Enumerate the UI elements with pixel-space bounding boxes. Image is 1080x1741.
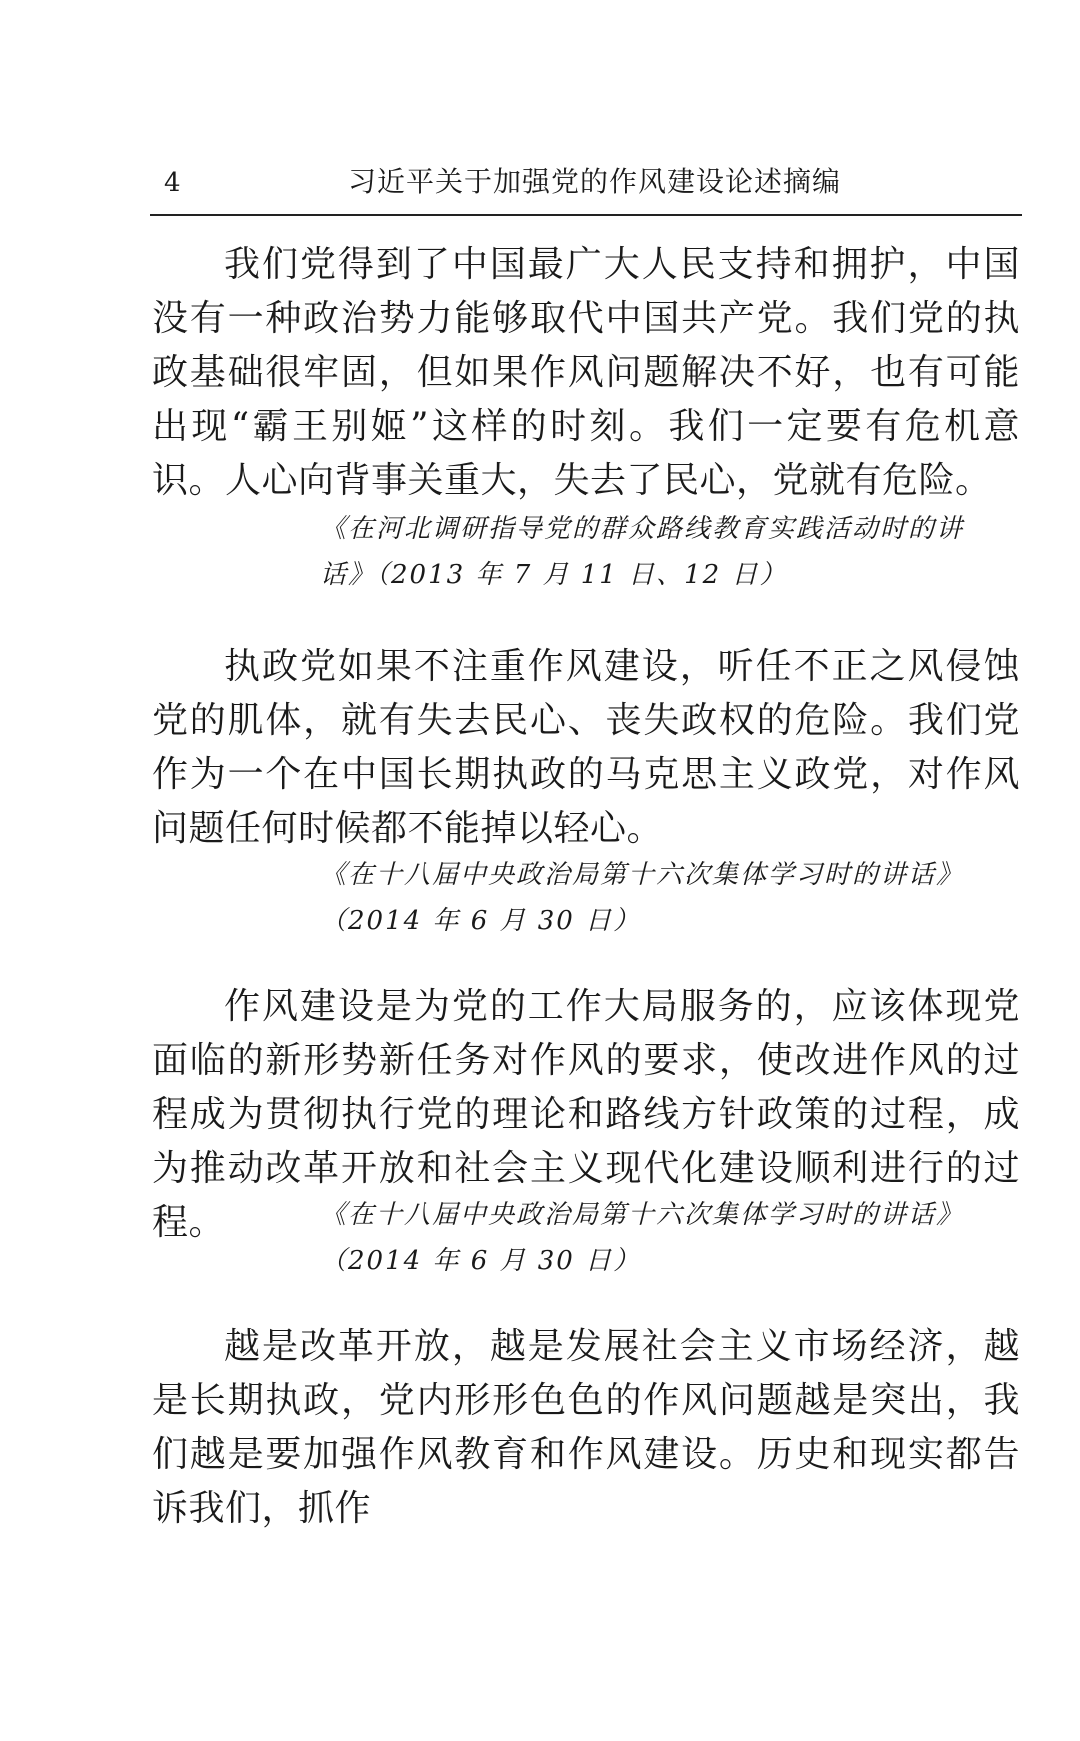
passage-3-citation: 《在十八届中央政治局第十六次集体学习时的讲话》（2014 年 6 月 30 日）	[320, 1200, 965, 1276]
passage-1-citation: 《在河北调研指导党的群众路线教育实践活动时的讲话》（2013 年 7 月 11 日、12 日）	[320, 514, 965, 590]
passage-4-text: 越是改革开放，越是发展社会主义市场经济，越是长期执政，党内形形色色的作风问题越是突出，我们越是要加强作风教育和作风建设。历史和现实都告诉我们，抓作	[152, 1326, 1020, 1529]
header-rule	[150, 214, 1022, 216]
passage-1-text: 我们党得到了中国最广大人民支持和拥护，中国没有一种政治势力能够取代中国共产党。我们党的执政基础很牢固，但如果作风问题解决不好，也有可能出现“霸王别姬”这样的时刻。我们一定要有危机意识。人心向背事关重大，失去了民心，党就有危险。	[152, 244, 1020, 501]
page-header	[150, 160, 1022, 200]
page-number: 4	[164, 168, 181, 198]
passage-2-citation: 《在十八届中央政治局第十六次集体学习时的讲话》（2014 年 6 月 30 日）	[320, 860, 965, 936]
running-title: 习近平关于加强党的作风建设论述摘编	[348, 165, 842, 198]
passage-2-text: 执政党如果不注重作风建设，听任不正之风侵蚀党的肌体，就有失去民心、丧失政权的危险。我们党作为一个在中国长期执政的马克思主义政党，对作风问题任何时候都不能掉以轻心。	[152, 646, 1020, 849]
passage-3-text: 作风建设是为党的工作大局服务的，应该体现党面临的新形势新任务对作风的要求，使改进作风的过程成为贯彻执行党的理论和路线方针政策的过程，成为推动改革开放和社会主义现代化建设顺利进行的过程。	[152, 986, 1020, 1243]
